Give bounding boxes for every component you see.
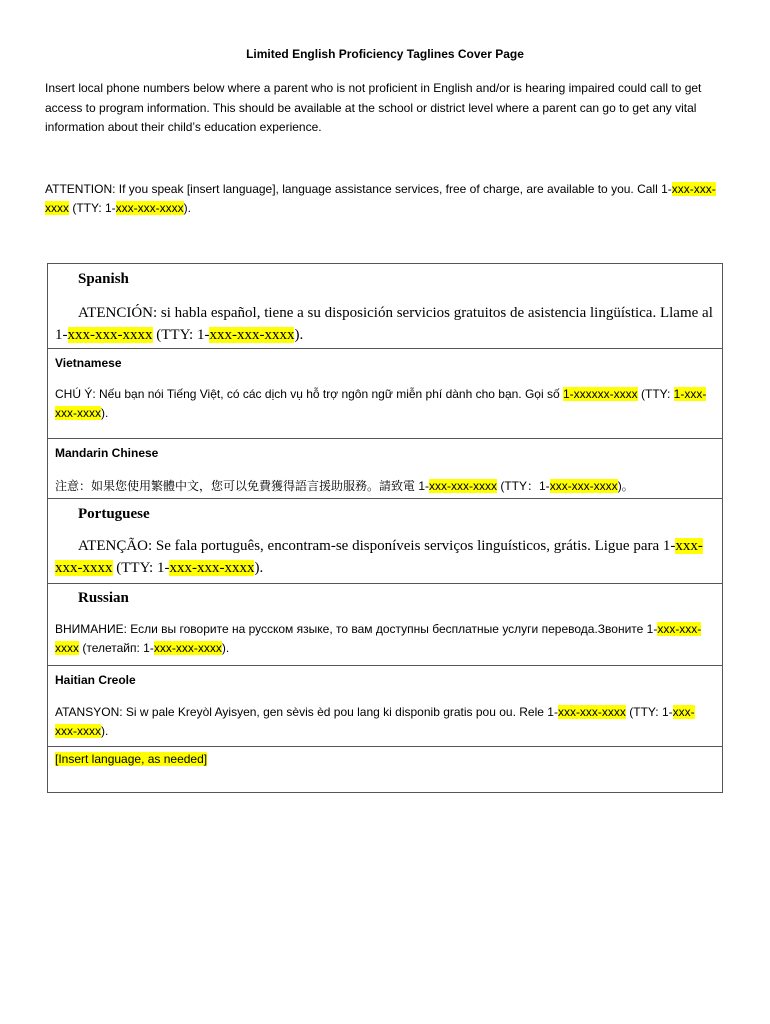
attention-tagline [45,180,717,218]
tagline-text-tty: (TTY: 1- [112,560,170,576]
phone-number-highlight: xxx-xxx-xxxx [557,705,626,719]
table-row-haitian-creole [48,666,723,747]
tty-number-highlight: xxx-xxx-xxxx [153,641,222,655]
tagline-text-end: ). [294,327,304,343]
cell-haitian-creole [48,666,723,747]
language-heading-portuguese: Portuguese [78,506,150,522]
tty-number-highlight: xxx-xxx-xxxx [169,560,255,576]
cell-portuguese [48,499,723,584]
tty-number-highlight: xxx-xxx-xxxx [209,327,295,343]
table-row-mandarin [48,439,723,499]
tty-number-highlight: xxx-xxx-xxxx [549,479,618,493]
table-row-insert-language [48,747,723,793]
tagline-text: ATENÇÃO: Se fala português, encontram-se disponíveis serviços linguísticos, grátis. Ligue para 1- [78,538,676,554]
tagline-text: ATANSYON: Si w pale Kreyòl Ayisyen, gen sèvis èd pou lang ki disponib gratis pou ou. Rele 1- [55,705,558,719]
tagline-text-tty: (TTY：1- [497,479,550,493]
cell-russian [48,584,723,666]
tagline-text-tty: (TTY: 1- [152,327,210,343]
tagline-text: ATENCIÓN: si habla español, tiene a su disposición servicios gratuitos de asistencia lingüística. Llame al 1- [55,305,713,343]
insert-language-highlight: [Insert language, as needed] [55,752,208,766]
cell-mandarin [48,439,723,499]
tty-number-highlight: xxx-xxx-xxxx [55,705,695,738]
tagline-haitian-creole [55,703,715,741]
page-title: Limited English Proficiency Taglines Cover Page [246,47,524,61]
tagline-text-tty: (TTY: [637,387,674,401]
tagline-spanish [55,302,715,346]
tagline-text-end: ). [101,406,109,420]
language-heading-mandarin: Mandarin Chinese [55,446,159,460]
tagline-text-end: ). [221,641,230,655]
attention-phone-number: xxx-xxx-xxxx [45,182,716,215]
cell-insert-language [48,747,723,793]
table-row-russian [48,584,723,666]
language-heading-russian: Russian [78,590,129,606]
phone-number-highlight: xxx-xxx-xxxx [67,327,153,343]
tagline-text-end: ). [254,560,264,576]
tagline-mandarin [55,477,715,496]
attention-text-tty: (TTY: 1- [69,201,116,215]
tagline-text-tty: (телетайп: 1- [79,641,154,655]
taglines-table [47,263,723,793]
tagline-text: 注意：如果您使用繁體中文，您可以免費獲得語言援助服務。請致電 1- [55,479,430,493]
cell-spanish [48,264,723,349]
tagline-vietnamese [55,385,715,423]
table-row-spanish [48,264,723,349]
phone-number-highlight: xxx-xxx-xxxx [429,479,498,493]
language-heading-vietnamese: Vietnamese [55,356,122,370]
tagline-text-end: )。 [617,479,634,493]
tagline-text-tty: (TTY: 1- [625,705,673,719]
tagline-text: ВНИМАНИЕ: Если вы говорите на русском языке, то вам доступны бесплатные услуги перевода.Звоните 1- [55,622,658,636]
insert-language-placeholder [55,750,715,769]
cell-vietnamese [48,349,723,439]
tagline-portuguese [55,535,715,579]
tagline-text-end: ). [101,724,109,738]
language-heading-haitian-creole: Haitian Creole [55,673,136,687]
phone-number-highlight: xxx-xxx-xxxx [55,622,702,655]
phone-number-highlight: xxx-xxx-xxxx [55,538,703,576]
intro-paragraph: Insert local phone numbers below where a parent who is not proficient in English and/or is hearing impaired could call to get access to program information. This should be available at the school or district level where a parent can go to get any vital information about their child’s education experience. [45,81,702,134]
table-row-portuguese [48,499,723,584]
language-heading-spanish: Spanish [78,271,129,287]
table-row-vietnamese [48,349,723,439]
tty-number-highlight: 1-xxx-xxx-xxxx [55,387,707,420]
tagline-text: CHÚ Ý: Nếu bạn nói Tiếng Việt, có các dịch vụ hỗ trợ ngôn ngữ miễn phí dành cho bạn. Gọi số [55,387,563,401]
phone-number-highlight: 1-xxxxxx-xxxx [562,387,638,401]
attention-tty-number: xxx-xxx-xxxx [115,201,184,215]
attention-text: ATTENTION: If you speak [insert language], language assistance services, free of charge, are available to you. Call 1- [45,182,672,196]
attention-text-end: ). [183,201,192,215]
tagline-russian [55,620,715,658]
